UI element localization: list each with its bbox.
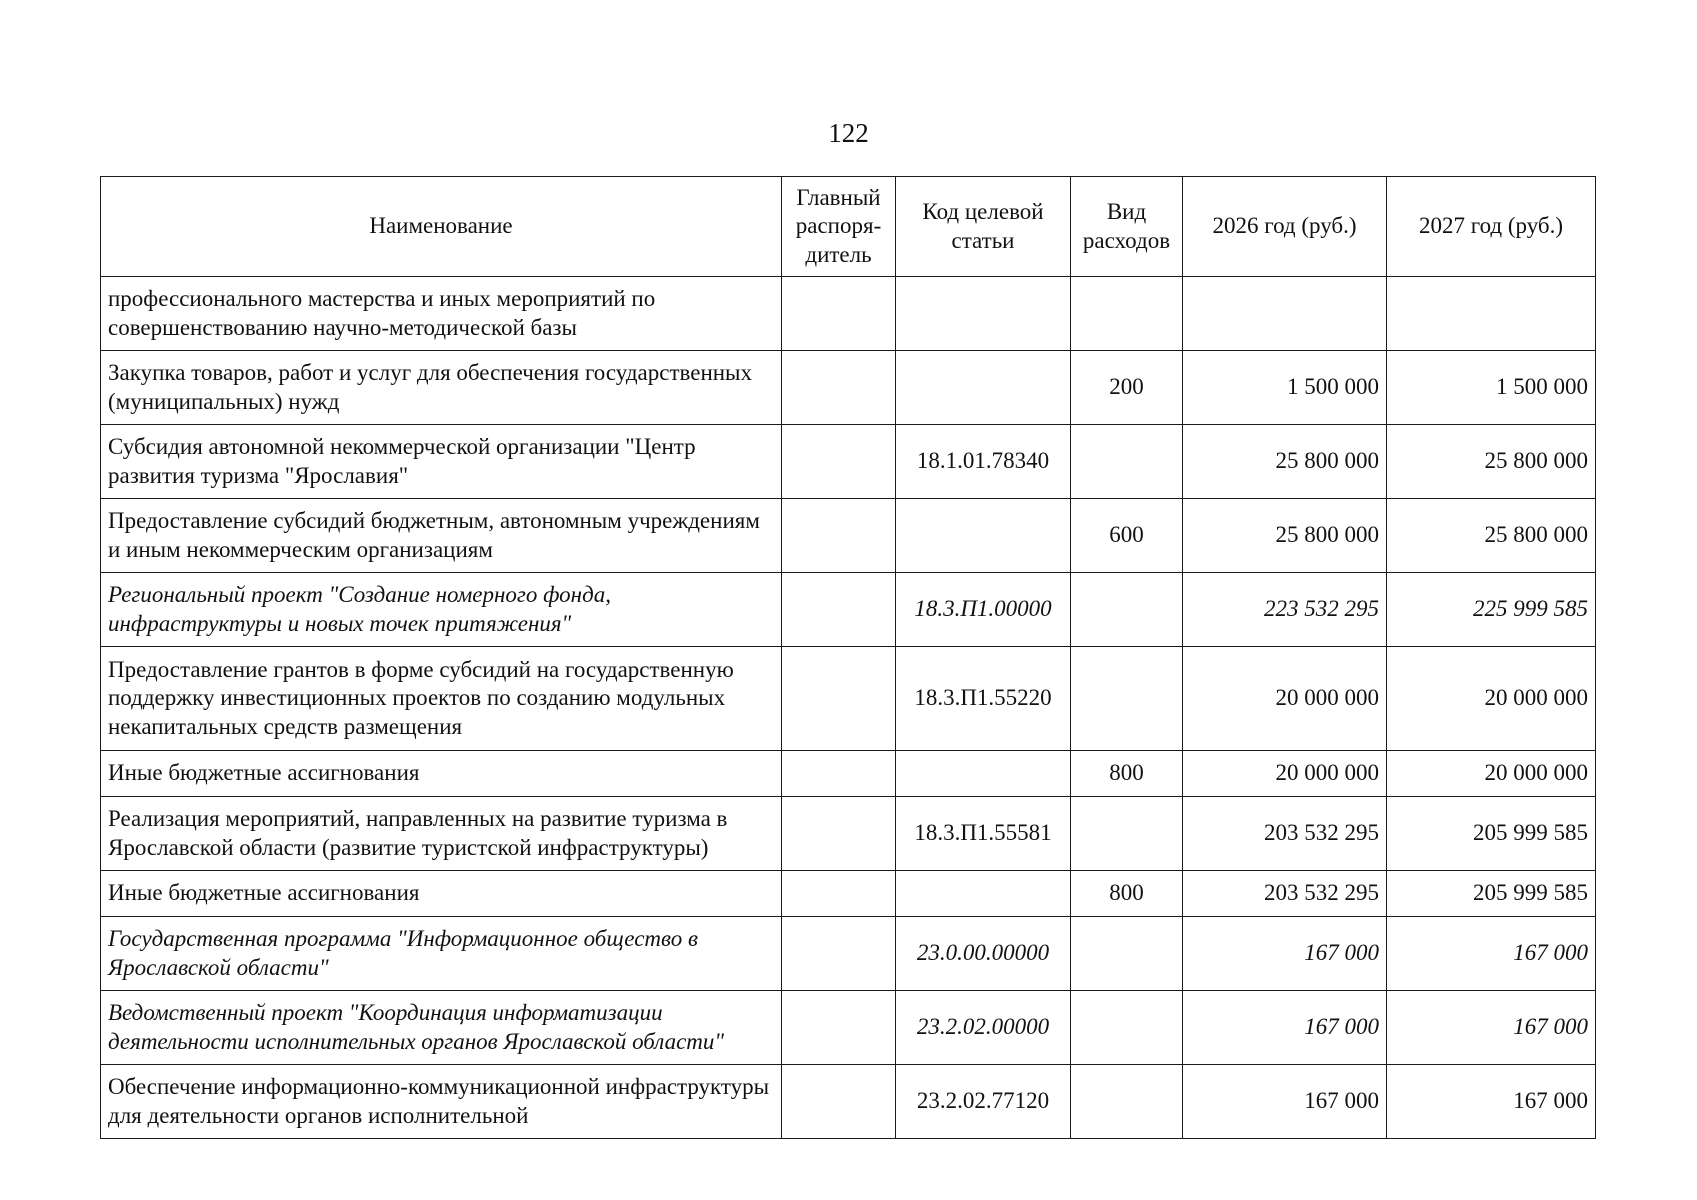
row-amount-2027 [1387,277,1596,351]
row-expense-type [1071,1065,1183,1139]
row-expense-type [1071,573,1183,647]
row-amount-2026: 20 000 000 [1183,751,1387,797]
row-amount-2027: 20 000 000 [1387,647,1596,751]
row-amount-2026: 167 000 [1183,991,1387,1065]
row-main-manager [782,351,896,425]
budget-table [100,176,1596,1139]
row-amount-2026: 167 000 [1183,917,1387,991]
row-main-manager [782,1065,896,1139]
table-row [101,499,1596,573]
row-name: Субсидия автономной некоммерческой организации "Центр развития туризма "Ярославия" [101,425,782,499]
row-target-code: 18.3.П1.55220 [896,647,1071,751]
table-row [101,1065,1596,1139]
row-name: Государственная программа "Информационное общество в Ярославской области" [101,917,782,991]
row-target-code: 23.2.02.77120 [896,1065,1071,1139]
header-name: Наименование [101,177,782,277]
row-target-code [896,351,1071,425]
table-row [101,647,1596,751]
row-main-manager [782,871,896,917]
header-expense-type: Вид расходов [1071,177,1183,277]
row-name: Иные бюджетные ассигнования [101,751,782,797]
row-amount-2027: 225 999 585 [1387,573,1596,647]
row-main-manager [782,425,896,499]
page-number: 122 [828,118,869,148]
row-main-manager [782,797,896,871]
row-main-manager [782,751,896,797]
row-expense-type [1071,991,1183,1065]
row-amount-2026: 223 532 295 [1183,573,1387,647]
row-name: Ведомственный проект "Координация информатизации деятельности исполнительных органов Ярославской области" [101,991,782,1065]
row-main-manager [782,573,896,647]
header-year-2026: 2026 год (руб.) [1183,177,1387,277]
row-amount-2026: 203 532 295 [1183,797,1387,871]
row-amount-2026: 1 500 000 [1183,351,1387,425]
row-name: Закупка товаров, работ и услуг для обеспечения государственных (муниципальных) нужд [101,351,782,425]
row-amount-2027: 167 000 [1387,991,1596,1065]
row-name: Иные бюджетные ассигнования [101,871,782,917]
row-name: профессионального мастерства и иных мероприятий по совершенствованию научно-методической базы [101,277,782,351]
row-expense-type [1071,797,1183,871]
header-year-2027: 2027 год (руб.) [1387,177,1596,277]
row-amount-2026: 25 800 000 [1183,499,1387,573]
row-amount-2027: 167 000 [1387,1065,1596,1139]
row-amount-2026 [1183,277,1387,351]
row-name: Предоставление субсидий бюджетным, автономным учреждениям и иным некоммерческим организациям [101,499,782,573]
row-main-manager [782,647,896,751]
row-target-code: 18.3.П1.55581 [896,797,1071,871]
row-amount-2027: 167 000 [1387,917,1596,991]
table-row [101,425,1596,499]
row-main-manager [782,917,896,991]
row-amount-2026: 167 000 [1183,1065,1387,1139]
row-name: Региональный проект "Создание номерного фонда, инфраструктуры и новых точек притяжения" [101,573,782,647]
row-amount-2027: 25 800 000 [1387,499,1596,573]
row-amount-2027: 1 500 000 [1387,351,1596,425]
row-name: Предоставление грантов в форме субсидий на государственную поддержку инвестиционных проектов по созданию модульных некапитальных средств размещения [101,647,782,751]
row-main-manager [782,991,896,1065]
row-target-code: 23.2.02.00000 [896,991,1071,1065]
row-expense-type [1071,917,1183,991]
row-target-code [896,499,1071,573]
table-row [101,751,1596,797]
table-row [101,277,1596,351]
row-expense-type: 600 [1071,499,1183,573]
row-amount-2026: 203 532 295 [1183,871,1387,917]
table-row-state-program [101,917,1596,991]
table-row-departmental-project [101,991,1596,1065]
row-target-code: 18.1.01.78340 [896,425,1071,499]
row-amount-2027: 20 000 000 [1387,751,1596,797]
row-expense-type [1071,647,1183,751]
table-row [101,871,1596,917]
row-amount-2027: 205 999 585 [1387,871,1596,917]
row-name: Обеспечение информационно-коммуникационной инфраструктуры для деятельности органов исполнительной [101,1065,782,1139]
row-target-code: 18.3.П1.00000 [896,573,1071,647]
row-expense-type: 800 [1071,751,1183,797]
table-row-regional-project [101,573,1596,647]
row-main-manager [782,499,896,573]
row-expense-type [1071,277,1183,351]
row-amount-2027: 25 800 000 [1387,425,1596,499]
row-target-code [896,871,1071,917]
table-row [101,351,1596,425]
row-target-code: 23.0.00.00000 [896,917,1071,991]
row-name: Реализация мероприятий, направленных на развитие туризма в Ярославской области (развитие туристской инфраструктуры) [101,797,782,871]
row-target-code [896,751,1071,797]
row-target-code [896,277,1071,351]
header-main-manager: Главный распоря-дитель [782,177,896,277]
row-expense-type [1071,425,1183,499]
table-header-row [101,177,1596,277]
row-expense-type: 800 [1071,871,1183,917]
header-target-code: Код целевой статьи [896,177,1071,277]
row-amount-2026: 25 800 000 [1183,425,1387,499]
row-expense-type: 200 [1071,351,1183,425]
row-main-manager [782,277,896,351]
row-amount-2026: 20 000 000 [1183,647,1387,751]
table-row [101,797,1596,871]
row-amount-2027: 205 999 585 [1387,797,1596,871]
